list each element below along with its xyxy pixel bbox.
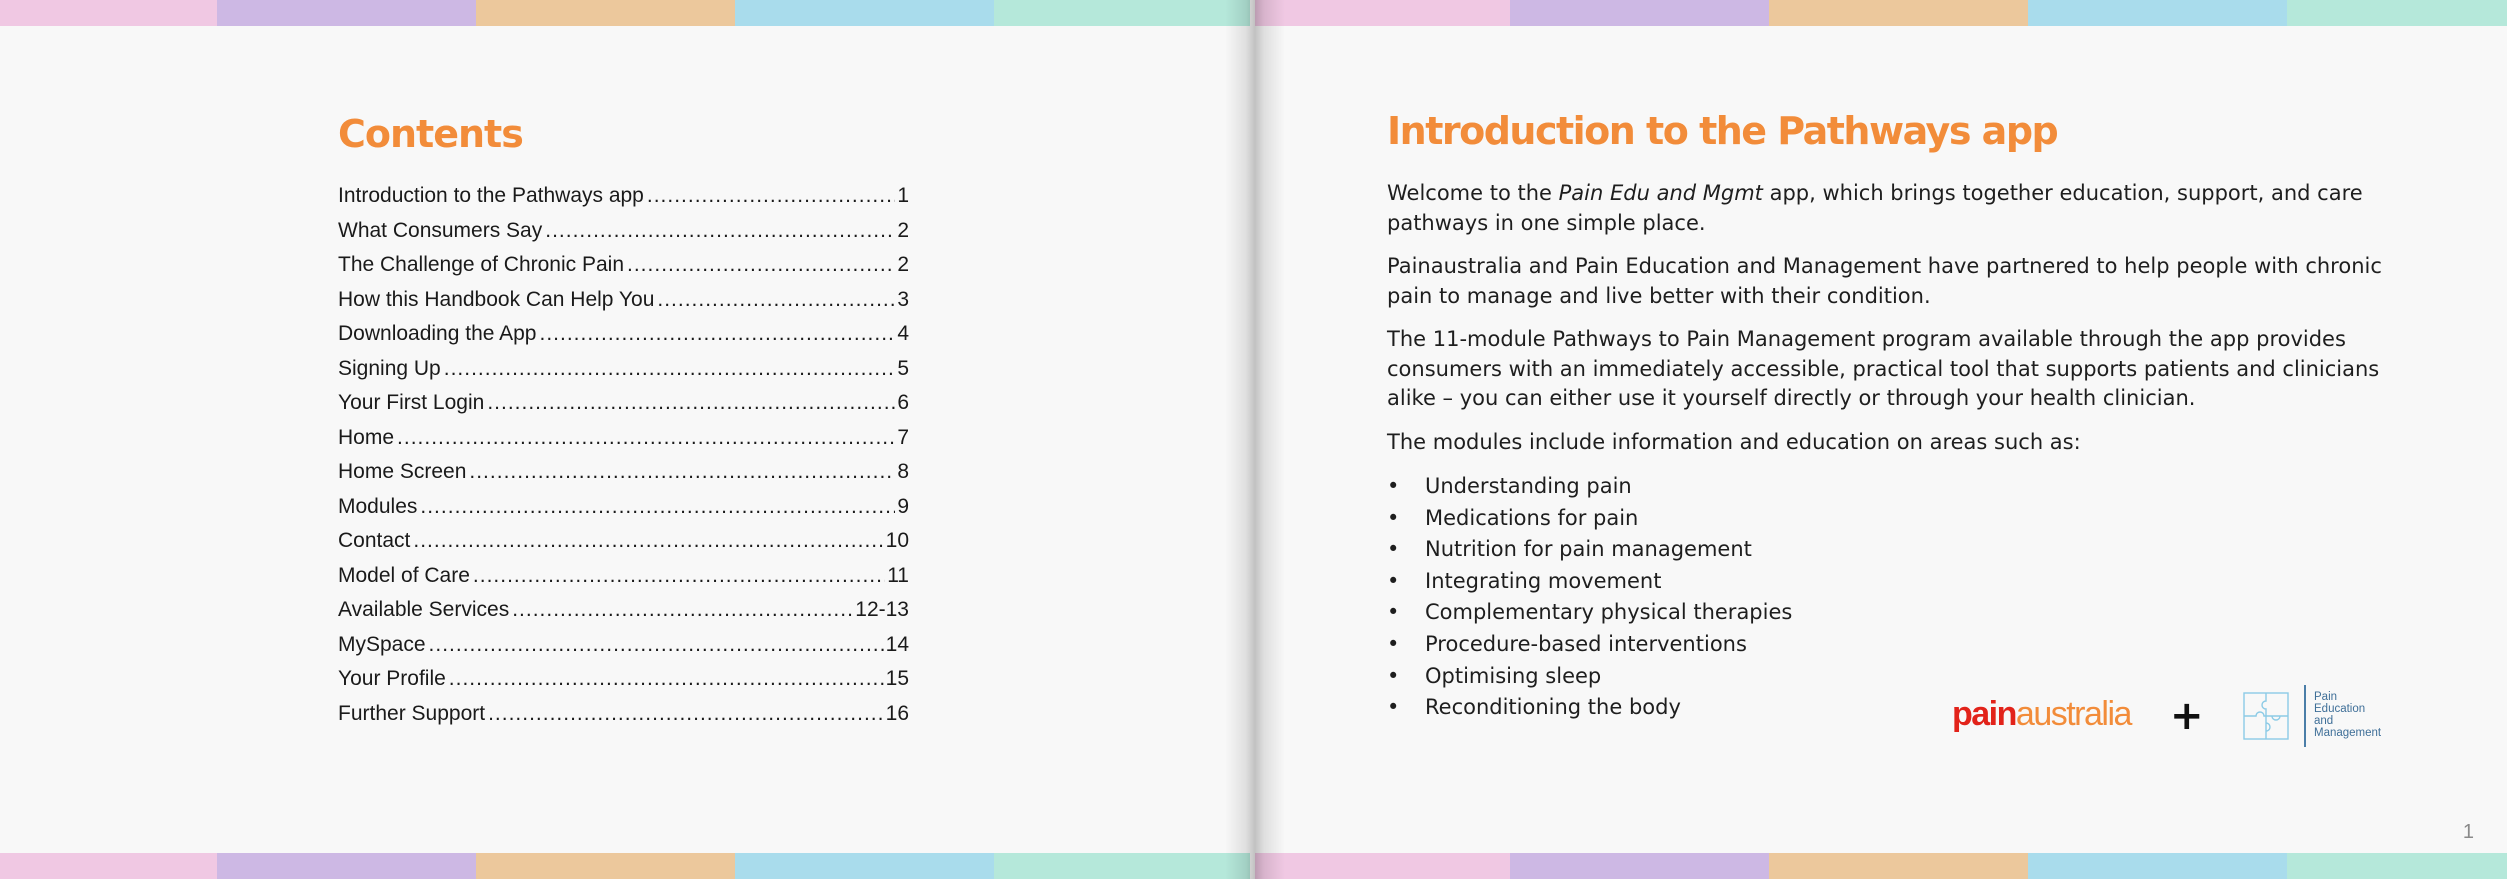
bullet-point: • — [1387, 568, 1400, 593]
stripe-pink — [0, 853, 217, 879]
toc-entry-label: Downloading the App — [338, 322, 537, 345]
toc-entry-label: Your First Login — [338, 391, 485, 414]
toc-entry — [338, 184, 909, 219]
module-topic-item — [1387, 471, 2397, 503]
bottom-color-stripe — [0, 853, 1250, 879]
module-topic-item — [1387, 597, 2397, 629]
module-topic-label: Optimising sleep — [1425, 663, 1602, 688]
toc-leader-dots — [488, 702, 884, 726]
stripe-purple — [217, 0, 476, 26]
intro-paragraph-partnership: Painaustralia and Pain Education and Management have partnered to help people with chronic pain to manage and live better with their condition. — [1387, 254, 2382, 308]
toc-entry — [338, 288, 909, 323]
toc-entry-label: MySpace — [338, 632, 426, 656]
toc-leader-dots — [444, 357, 896, 381]
stripe-blue — [735, 0, 994, 26]
toc-entry — [338, 460, 909, 495]
toc-leader-dots — [473, 564, 885, 588]
stripe-green — [994, 0, 1250, 26]
puzzle-icon — [2242, 691, 2290, 741]
bullet-point: • — [1387, 663, 1400, 688]
toc-entry-label: Further Support — [338, 701, 486, 725]
table-of-contents — [338, 184, 909, 736]
bullet-point: • — [1387, 505, 1400, 530]
module-topic-label: Medications for pain — [1425, 505, 1639, 530]
toc-entry-label: What Consumers Say — [338, 218, 543, 242]
toc-entry — [338, 322, 909, 357]
toc-entry-label: The Challenge of Chronic Pain — [338, 253, 625, 276]
stripe-pink — [1255, 0, 1510, 26]
module-topic-item — [1387, 566, 2397, 598]
toc-entry — [338, 633, 909, 668]
toc-entry-page: 11 — [887, 563, 909, 587]
stripe-orange — [476, 0, 735, 26]
bullet-point: • — [1387, 537, 1400, 562]
logo-australia-part: australia — [2015, 695, 2131, 733]
stripe-blue — [2028, 853, 2287, 879]
toc-entry — [338, 253, 909, 288]
stripe-blue — [735, 853, 994, 879]
toc-leader-dots — [449, 667, 884, 691]
stripe-green — [994, 853, 1250, 879]
toc-leader-dots — [413, 529, 883, 553]
bullet-point: • — [1387, 632, 1400, 657]
intro-title: Introduction to the Pathways app — [1387, 109, 2058, 153]
toc-leader-dots — [397, 426, 895, 450]
pem-logo-line: and — [2314, 715, 2334, 727]
toc-entry-page: 15 — [885, 667, 909, 690]
toc-entry — [338, 667, 909, 702]
toc-entry-page: 5 — [897, 356, 909, 380]
toc-entry-page: 14 — [885, 632, 909, 656]
toc-entry — [338, 702, 909, 737]
top-color-stripe — [1255, 0, 2507, 26]
module-topic-label: Nutrition for pain management — [1425, 537, 1752, 562]
painaustralia-logo — [1952, 695, 2131, 734]
toc-leader-dots — [429, 633, 884, 657]
bottom-color-stripe — [1255, 853, 2507, 879]
toc-leader-dots — [469, 460, 895, 484]
pem-logo-line: Education — [2314, 703, 2366, 715]
stripe-orange — [1769, 853, 2028, 879]
toc-entry-label: Home Screen — [338, 460, 467, 483]
module-topic-item — [1387, 629, 2397, 661]
stripe-purple — [1510, 0, 1769, 26]
toc-entry-page: 3 — [897, 287, 909, 311]
stripe-green — [2287, 853, 2507, 879]
toc-entry-label: Introduction to the Pathways app — [338, 184, 644, 207]
toc-entry-label: Contact — [338, 529, 411, 552]
toc-entry — [338, 529, 909, 564]
toc-entry — [338, 598, 909, 633]
toc-leader-dots — [657, 288, 895, 312]
toc-entry-page: 12-13 — [855, 598, 909, 621]
logo-divider — [2304, 685, 2306, 747]
stripe-purple — [1510, 853, 1769, 879]
module-topic-label: Understanding pain — [1425, 474, 1632, 499]
toc-entry — [338, 357, 909, 392]
app-name-emphasis: Pain Edu and Mgmt — [1558, 181, 1763, 205]
toc-leader-dots — [540, 322, 896, 346]
module-topic-label: Integrating movement — [1425, 568, 1662, 593]
bullet-point: • — [1387, 695, 1400, 720]
toc-entry-label: How this Handbook Can Help You — [338, 287, 655, 311]
toc-leader-dots — [545, 219, 895, 243]
pem-logo-line: Pain — [2314, 691, 2338, 703]
welcome-text-start: Welcome to the — [1387, 181, 1559, 205]
contents-title: Contents — [338, 112, 523, 156]
pain-education-management-logo — [2242, 685, 2412, 747]
stripe-blue — [2028, 0, 2287, 26]
toc-entry-label: Available Services — [338, 598, 510, 621]
module-topic-label: Reconditioning the body — [1425, 695, 1681, 720]
module-topic-item — [1387, 503, 2397, 535]
toc-entry-label: Home — [338, 425, 395, 449]
toc-entry-page: 4 — [897, 322, 909, 345]
module-topic-label: Complementary physical therapies — [1425, 600, 1793, 625]
toc-entry — [338, 219, 909, 254]
intro-paragraph-modules: The modules include information and education on areas such as: — [1387, 429, 2081, 454]
logo-pain-part: pain — [1952, 695, 2016, 733]
left-page — [0, 0, 1250, 879]
toc-leader-dots — [512, 598, 853, 622]
toc-entry-label: Your Profile — [338, 667, 446, 690]
toc-entry-page: 8 — [897, 460, 909, 483]
toc-entry-label: Modules — [338, 494, 418, 518]
module-topic-label: Procedure-based interventions — [1425, 632, 1747, 657]
toc-entry — [338, 391, 909, 426]
intro-paragraph-program: The 11-module Pathways to Pain Management program available through the app provides consumers with an immediately accessible, practical tool that supports patients and clinicians alike – you can either use it yourself directly or through your health clinician. — [1387, 327, 2380, 410]
toc-entry — [338, 426, 909, 461]
plus-sign: + — [2170, 693, 2204, 739]
toc-entry-page: 2 — [897, 253, 909, 276]
toc-entry-page: 9 — [897, 494, 909, 518]
toc-entry — [338, 495, 909, 530]
toc-entry — [338, 564, 909, 599]
bullet-point: • — [1387, 600, 1400, 625]
pem-logo-line: Management — [2314, 727, 2382, 739]
toc-entry-page: 7 — [897, 425, 909, 449]
stripe-pink — [1255, 853, 1510, 879]
toc-leader-dots — [627, 253, 895, 277]
partner-logos — [1952, 685, 2412, 747]
pem-logo-text — [2314, 691, 2381, 739]
toc-entry-label: Model of Care — [338, 563, 470, 587]
welcome-text-end: app, which brings together education, support, and care pathways in one simple place. — [1387, 181, 2363, 235]
stripe-purple — [217, 853, 476, 879]
bullet-point: • — [1387, 474, 1400, 499]
intro-paragraph-welcome — [1387, 179, 2397, 238]
intro-body — [1387, 179, 2397, 724]
toc-entry-page: 6 — [897, 391, 909, 414]
stripe-orange — [1769, 0, 2028, 26]
toc-leader-dots — [647, 184, 895, 208]
stripe-green — [2287, 0, 2507, 26]
top-color-stripe — [0, 0, 1250, 26]
toc-leader-dots — [420, 495, 895, 519]
toc-entry-label: Signing Up — [338, 356, 441, 380]
toc-entry-page: 10 — [885, 529, 909, 552]
toc-entry-page: 2 — [897, 218, 909, 242]
module-topic-item — [1387, 534, 2397, 566]
toc-entry-page: 1 — [897, 184, 909, 207]
toc-leader-dots — [487, 391, 895, 415]
page-number: 1 — [2462, 821, 2474, 843]
right-page — [1255, 0, 2507, 879]
stripe-orange — [476, 853, 735, 879]
toc-entry-page: 16 — [885, 701, 909, 725]
stripe-pink — [0, 0, 217, 26]
